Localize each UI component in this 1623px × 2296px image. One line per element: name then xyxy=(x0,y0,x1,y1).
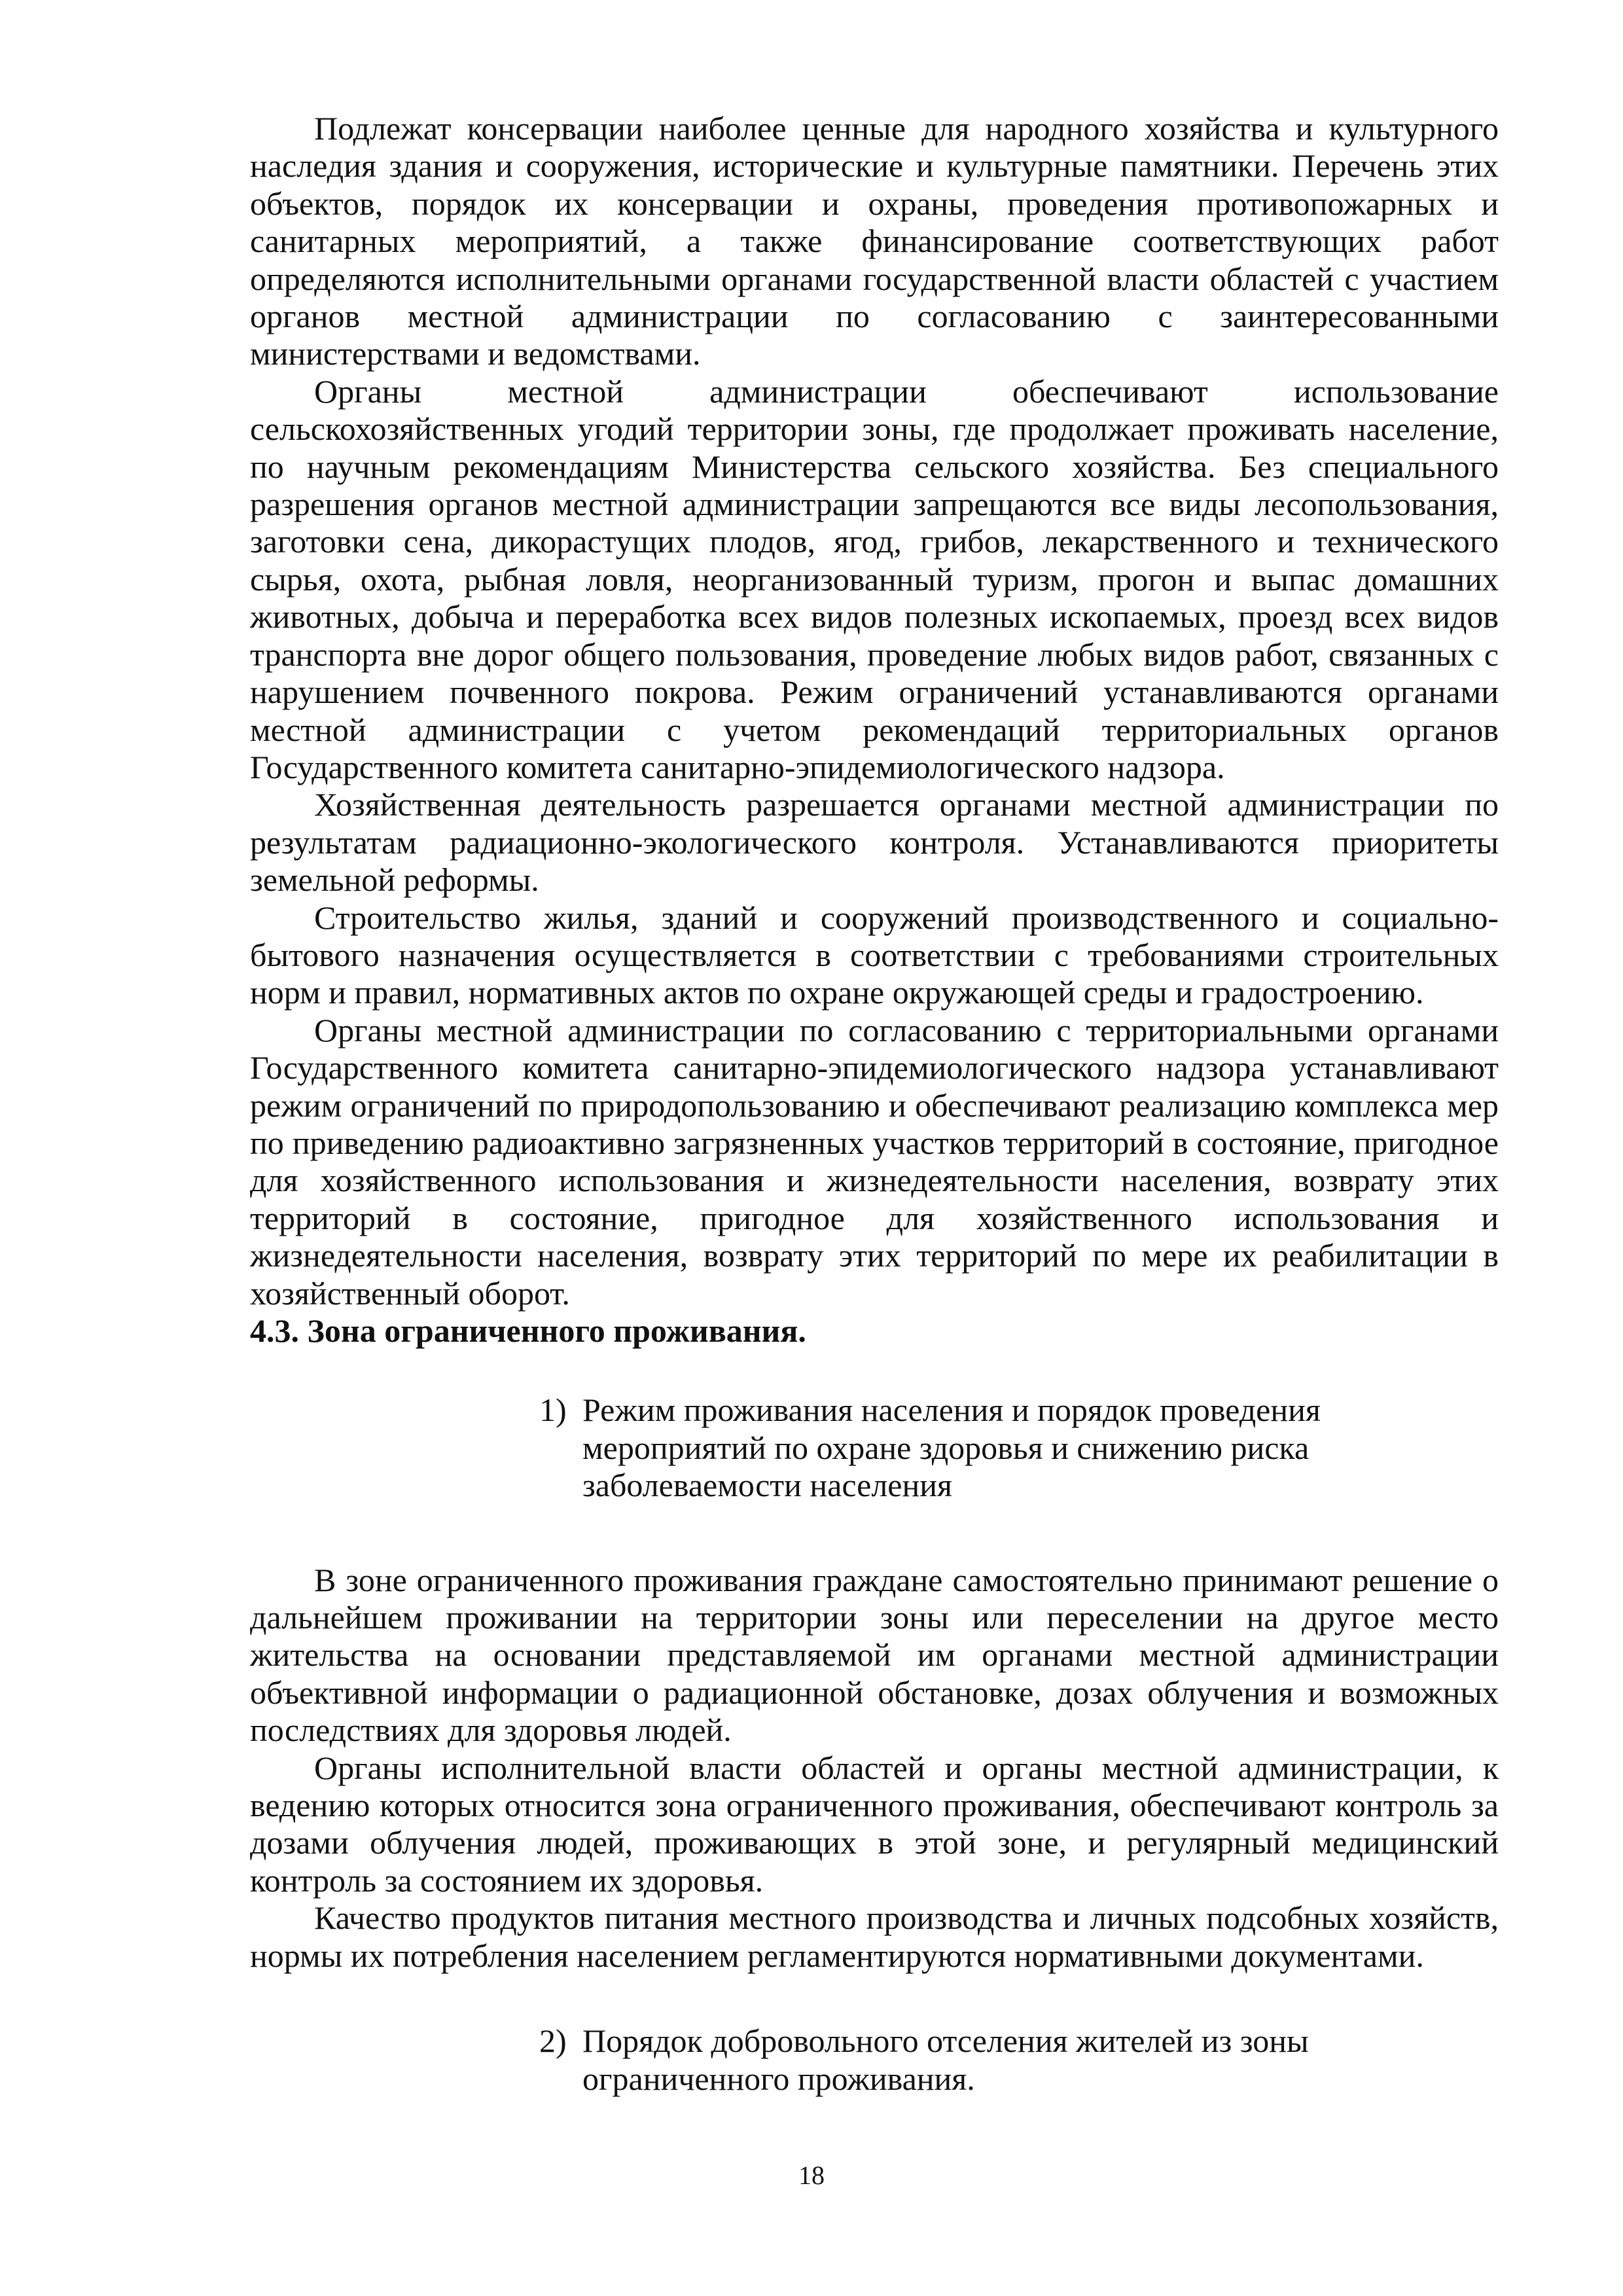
section-heading: 4.3. Зона ограниченного проживания. xyxy=(250,1312,806,1349)
paragraph-economic-activity: Хозяйственная деятельность разрешается органами местной администрации по результатам радиационно-экологического контроля. Устанавливаются приоритеты земельной реформы. xyxy=(250,786,1499,899)
item-number: 2) xyxy=(539,2022,567,2060)
paragraph-food-quality: Качество продуктов питания местного производства и личных подсобных хозяйств, нормы их потребления населением регламентируются нормативными документами. xyxy=(250,1899,1499,1974)
item-number: 1) xyxy=(539,1391,567,1429)
paragraph-land-use: Органы местной администрации обеспечивают использование сельскохозяйственных угодий территории зоны, где продолжает проживать население, по научным рекомендациям Министерства сельского хозяйства. Без специального разрешения органов местной администрации запрещаются все виды лесопользования, заготовки сена, дикорастущих плодов, ягод, грибов, лекарственного и технического сырья, охота, рыбная ловля, неорганизованный туризм, прогон и выпас домашних животных, добыча и переработка всех видов полезных ископаемых, проезд всех видов транспорта вне дорог общего пользования, проведение любых видов работ, связанных с нарушением почвенного покрова. Режим ограничений устанавливаются органами местной администрации с учетом рекомендаций территориальных органов Государственного комитета санитарно-эпидемиологического надзора. xyxy=(250,372,1499,785)
document-page xyxy=(250,110,1499,2098)
item-text: Порядок добровольного отселения жителей из зоны ограниченного проживания. xyxy=(582,2022,1309,2097)
paragraph-rehabilitation: Органы местной администрации по согласованию с территориальными органами Государственного комитета санитарно-эпидемиологического надзора устанавливают режим ограничений по природопользованию и обеспечивают реализацию комплекса мер по приведению радиоактивно загрязненных участков территорий в состояние, пригодное для хозяйственного использования и жизнедеятельности населения, возврату этих территорий в состояние, пригодное для хозяйственного использования и жизнедеятельности населения, возврату этих территорий по мере их реабилитации в хозяйственный оборот. xyxy=(250,1011,1499,1312)
item-text: Режим проживания населения и порядок проведения мероприятий по охране здоровья и снижению риска заболеваемости населения xyxy=(582,1391,1321,1504)
page-number: 18 xyxy=(798,2161,825,2190)
paragraph-residence-decision: В зоне ограниченного проживания граждане самостоятельно принимают решение о дальнейшем проживании на территории зоны или переселении на другое место жительства на основании представляемой им органами местной администрации объективной информации о радиационной обстановке, дозах облучения и возможных последствиях для здоровья людей. xyxy=(250,1561,1499,1749)
paragraph-conservation: Подлежат консервации наиболее ценные для народного хозяйства и культурного наследия здания и сооружения, исторические и культурные памятники. Перечень этих объектов, порядок их консервации и охраны, проведения противопожарных и санитарных мероприятий, а также финансирование соответствующих работ определяются исполнительными органами государственной власти областей с участием органов местной администрации по согласованию с заинтересованными министерствами и ведомствами. xyxy=(250,110,1499,372)
paragraph-dose-control: Органы исполнительной власти областей и органы местной администрации, к ведению которых относится зона ограниченного проживания, обеспечивают контроль за дозами облучения людей, проживающих в этой зоне, и регулярный медицинский контроль за состоянием их здоровья. xyxy=(250,1749,1499,1899)
paragraph-construction: Строительство жилья, зданий и сооружений производственного и социально-бытового назначения осуществляется в соответствии с требованиями строительных норм и правил, нормативных актов по охране окружающей среды и градостроению. xyxy=(250,899,1499,1011)
numbered-item-1 xyxy=(539,1391,1331,1504)
numbered-item-2 xyxy=(539,2022,1331,2098)
